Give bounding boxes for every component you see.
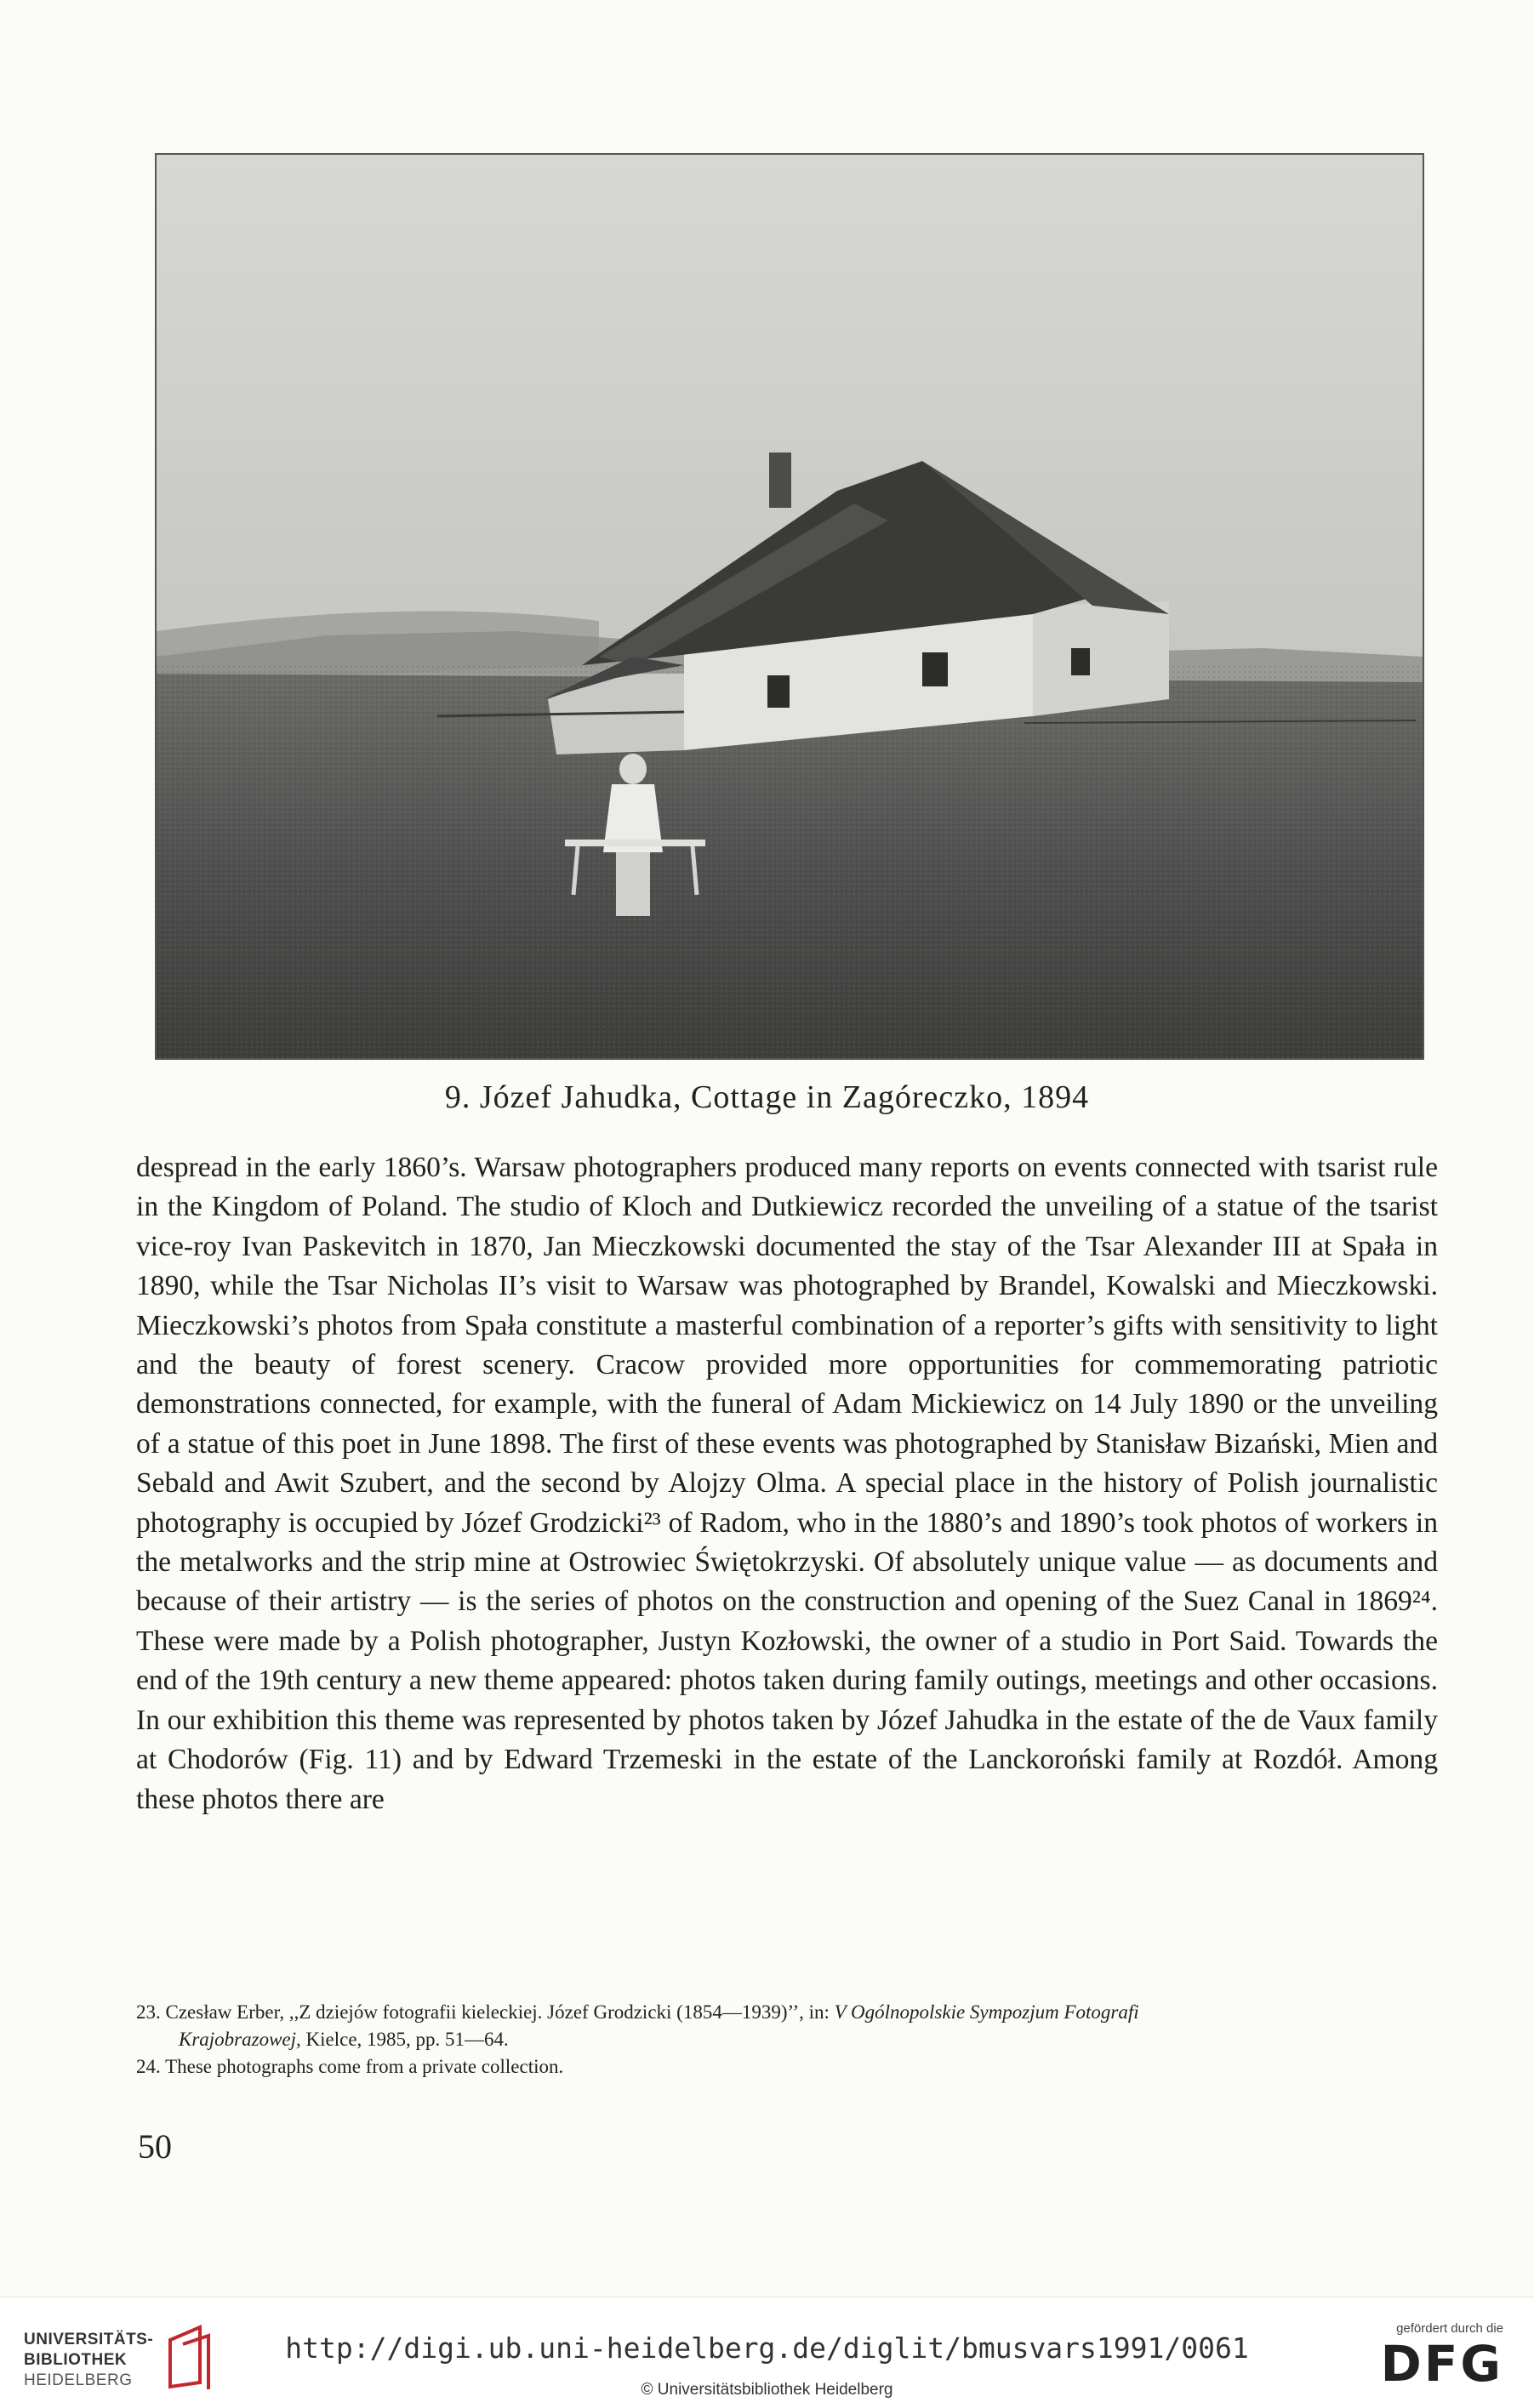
- footnote-23: [136, 1999, 1438, 2026]
- footnote-23-pages: Kielce, 1985, pp. 51—64.: [300, 2029, 509, 2050]
- footnote-23-continued: [136, 2026, 1438, 2053]
- library-name-line1: UNIVERSITÄTS-: [24, 2331, 154, 2348]
- footnote-23-journal: Krajobrazowej,: [179, 2029, 301, 2050]
- copyright-notice: © Universitätsbibliothek Heidelberg: [641, 2381, 893, 2399]
- footnote-24: 24. These photographs come from a private collection.: [136, 2056, 564, 2077]
- page-number: 50: [138, 2127, 172, 2166]
- cottage-photo-image: [157, 155, 1423, 1058]
- dfg-logo[interactable]: [1380, 2321, 1503, 2393]
- footnote-23-italic: V Ogólnopolskie Sympozjum Fotografi: [834, 2001, 1139, 2023]
- footnote-23-text: 23. Czesław Erber, ,,Z dziejów fotografii kieleckiej. Józef Grodzicki (1854—1939)’’, in:: [136, 2001, 835, 2023]
- library-name-line2: BIBLIOTHEK: [24, 2351, 128, 2369]
- dfg-wordmark: DFG: [1380, 2335, 1503, 2393]
- library-name-line3: HEIDELBERG: [24, 2371, 133, 2389]
- document-url-link[interactable]: http://digi.ub.uni-heidelberg.de/diglit/bmusvars1991/0061: [285, 2331, 1249, 2365]
- body-paragraph: despread in the early 1860’s. Warsaw photographers produced many reports on events connected with tsarist rule in the Kingdom of Poland. The studio of Kloch and Dutkiewicz recorded the unveiling of a statue of the tsarist vice-roy Ivan Paskevitch in 1870, Jan Mieczkowski documented the stay of the Tsar Alexander III at Spała in 1890, while the Tsar Nicholas II’s visit to Warsaw was photographed by Brandel, Kowalski and Mieczkowski. Mieczkowski’s photos from Spała constitute a masterful combination of a reporter’s gifts with sensitivity to light and the beauty of forest scenery. Cracow provided more opportunities for commemorating patriotic demonstrations connected, for example, with the funeral of Adam Mickiewicz on 14 July 1890 or the unveiling of a statue of this poet in June 1898. The first of these events was photographed by Stanisław Bizański, Mien and Sebald and Awit Szubert, and the second by Alojzy Olma. A special place in the history of Polish journalistic photography is occupied by Józef Grodzicki²³ of Radom, who in the 1880’s and 1890’s took photos of workers in the metalworks and the strip mine at Ostrowiec Świętokrzyski. Of absolutely unique value — as documents and because of their artistry — is the series of photos on the construction and opening of the Suez Canal in 1869²⁴. These were made by a Polish photographer, Justyn Kozłowski, the owner of a studio in Port Said. Towards the end of the 19th century a new theme appeared: photos taken during family outings, meetings and other occasions. In our exhibition this theme was represented by photos taken by Józef Jahudka in the estate of the de Vaux family at Chodorów (Fig. 11) and by Edward Trzemeski in the estate of the Lanckoroński family at Rozdół. Among these photos there are: [136, 1152, 1438, 1815]
- funded-by-label: gefördert durch die: [1396, 2321, 1503, 2336]
- footnotes: [136, 1999, 1438, 2081]
- cottage-photograph: [155, 153, 1424, 1060]
- body-text: [136, 1148, 1438, 1819]
- figure-caption: 9. Józef Jahudka, Cottage in Zagóreczko, 1894: [444, 1079, 1090, 1115]
- digitization-footer: [0, 2297, 1534, 2408]
